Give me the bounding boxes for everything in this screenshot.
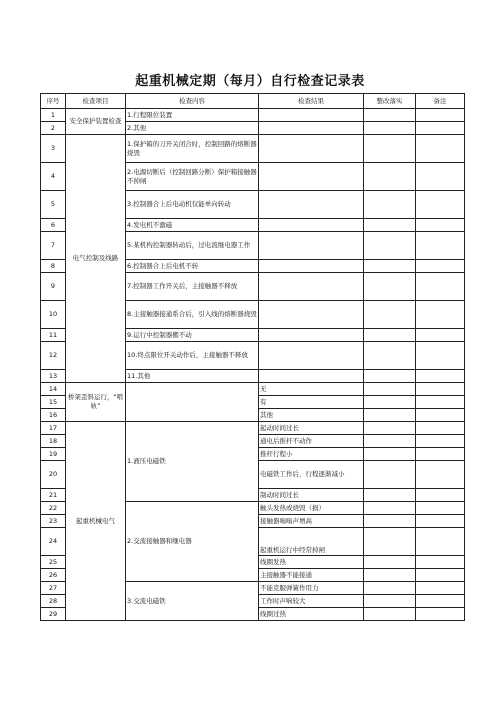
content-cell: 2.其他 (126, 122, 259, 135)
page-title: 起重机械定期（每月）自行检查记录表 (135, 74, 365, 89)
content-cell: 4.发电机不激磁 (126, 219, 259, 232)
rectify-cell[interactable] (364, 191, 416, 219)
content-cell: 8.主接触器接通系合后，引入线的熔断器烧毁 (126, 301, 259, 329)
rectify-cell[interactable] (364, 582, 416, 595)
row-number: 8 (41, 260, 66, 273)
row-number: 9 (41, 273, 66, 301)
row-number: 14 (41, 383, 66, 396)
rectify-cell[interactable] (364, 409, 416, 422)
rectify-cell[interactable] (364, 163, 416, 191)
header-remark: 备注 (416, 94, 465, 109)
remark-cell[interactable] (416, 409, 465, 422)
row-number: 5 (41, 191, 66, 219)
result-cell[interactable] (259, 370, 364, 383)
row-number: 18 (41, 435, 66, 448)
remark-cell[interactable] (416, 122, 465, 135)
rectify-cell[interactable] (364, 219, 416, 232)
row-number: 1 (41, 109, 66, 122)
remark-cell[interactable] (416, 191, 465, 219)
result-cell[interactable]: 其他 (259, 409, 364, 422)
rectify-cell[interactable] (364, 396, 416, 409)
content-cell: 2.交流接触器和继电器 (126, 502, 259, 582)
row-number: 2 (41, 122, 66, 135)
row-number: 23 (41, 515, 66, 528)
table-row (41, 422, 465, 435)
rectify-cell[interactable] (364, 301, 416, 329)
result-cell[interactable] (259, 122, 364, 135)
row-number: 28 (41, 595, 66, 608)
rectify-cell[interactable] (364, 595, 416, 608)
rectify-cell[interactable] (364, 135, 416, 163)
row-number: 3 (41, 135, 66, 163)
row-number: 26 (41, 569, 66, 582)
rectify-cell[interactable] (364, 122, 416, 135)
remark-cell[interactable] (416, 515, 465, 528)
remark-cell[interactable] (416, 232, 465, 260)
remark-cell[interactable] (416, 608, 465, 621)
rectify-cell[interactable] (364, 232, 416, 260)
remark-cell[interactable] (416, 163, 465, 191)
rectify-cell[interactable] (364, 342, 416, 370)
result-cell[interactable] (259, 329, 364, 342)
remark-cell[interactable] (416, 435, 465, 448)
content-cell: 5.某机构控制器转动后，过电流继电器工作 (126, 232, 259, 260)
result-cell[interactable] (259, 163, 364, 191)
result-cell[interactable]: 起动时间过长 (259, 422, 364, 435)
remark-cell[interactable] (416, 461, 465, 489)
row-number: 20 (41, 461, 66, 489)
content-cell: 11.其他 (126, 370, 259, 383)
remark-cell[interactable] (416, 135, 465, 163)
remark-cell[interactable] (416, 260, 465, 273)
result-cell[interactable]: 无 (259, 383, 364, 396)
category-cell: 起重机械电气 (66, 422, 126, 621)
category-cell: 电气控制及线路 (66, 135, 126, 383)
rectify-cell[interactable] (364, 422, 416, 435)
rectify-cell[interactable] (364, 370, 416, 383)
remark-cell[interactable] (416, 448, 465, 461)
content-cell: 1.保护箱的刀开关闭合时，控制回路的熔断器烧毁 (126, 135, 259, 163)
content-cell: 2.电源切断后（控制回路分断）保护箱接触器不掉闸 (126, 163, 259, 191)
row-number: 27 (41, 582, 66, 595)
row-number: 24 (41, 528, 66, 556)
rectify-cell[interactable] (364, 448, 416, 461)
result-cell[interactable] (259, 135, 364, 163)
remark-cell[interactable] (416, 329, 465, 342)
result-cell[interactable] (259, 191, 364, 219)
result-cell[interactable] (259, 273, 364, 301)
row-number: 25 (41, 556, 66, 569)
header-row (41, 94, 465, 109)
remark-cell[interactable] (416, 595, 465, 608)
remark-cell[interactable] (416, 569, 465, 582)
result-cell[interactable] (259, 260, 364, 273)
content-cell (126, 383, 259, 422)
row-number: 21 (41, 489, 66, 502)
result-cell[interactable]: 不能克服弹簧作用力 (259, 582, 364, 595)
remark-cell[interactable] (416, 342, 465, 370)
table-row (41, 135, 465, 163)
result-cell[interactable] (259, 301, 364, 329)
row-number: 4 (41, 163, 66, 191)
remark-cell[interactable] (416, 502, 465, 515)
rectify-cell[interactable] (364, 329, 416, 342)
remark-cell[interactable] (416, 383, 465, 396)
result-cell[interactable]: 制动时间过长 (259, 489, 364, 502)
content-cell: 10.终点限位开关动作后，主接触器不释放 (126, 342, 259, 370)
row-number: 11 (41, 329, 66, 342)
row-number: 16 (41, 409, 66, 422)
row-number: 15 (41, 396, 66, 409)
header-rectify: 整改落实 (364, 94, 416, 109)
header-item: 检查项目 (66, 94, 126, 109)
result-cell[interactable]: 线圈过热 (259, 608, 364, 621)
rectify-cell[interactable] (364, 556, 416, 569)
content-cell: 3.控制器合上后电动机仅能单向转动 (126, 191, 259, 219)
row-number: 12 (41, 342, 66, 370)
rectify-cell[interactable] (364, 569, 416, 582)
rectify-cell[interactable] (364, 502, 416, 515)
row-number: 22 (41, 502, 66, 515)
header-content: 检查内容 (126, 94, 259, 109)
inspection-table (40, 93, 465, 621)
rectify-cell[interactable] (364, 489, 416, 502)
rectify-cell[interactable] (364, 109, 416, 122)
row-number: 7 (41, 232, 66, 260)
result-cell[interactable] (259, 109, 364, 122)
content-cell: 3.交流电磁铁 (126, 582, 259, 621)
rectify-cell[interactable] (364, 515, 416, 528)
remark-cell[interactable] (416, 422, 465, 435)
result-cell[interactable]: 有 (259, 396, 364, 409)
row-number: 6 (41, 219, 66, 232)
result-cell[interactable]: 主接触器不能接通 (259, 569, 364, 582)
rectify-cell[interactable] (364, 608, 416, 621)
result-cell[interactable] (259, 219, 364, 232)
rectify-cell[interactable] (364, 435, 416, 448)
remark-cell[interactable] (416, 489, 465, 502)
rectify-cell[interactable] (364, 528, 416, 556)
category-cell: 安全保护装置检查 (66, 109, 126, 135)
content-cell: 1.行程限位装置 (126, 109, 259, 122)
table-row (41, 383, 465, 396)
header-no: 序号 (41, 94, 66, 109)
result-cell[interactable]: 线圈发热 (259, 556, 364, 569)
remark-cell[interactable] (416, 273, 465, 301)
row-number: 13 (41, 370, 66, 383)
remark-cell[interactable] (416, 582, 465, 595)
result-cell[interactable]: 电磁铁工作后，行程逐渐减小 (259, 461, 364, 489)
result-cell[interactable]: 工作时声响较大 (259, 595, 364, 608)
rectify-cell[interactable] (364, 273, 416, 301)
header-result: 检查结果 (259, 94, 364, 109)
result-cell[interactable] (259, 232, 364, 260)
remark-cell[interactable] (416, 396, 465, 409)
result-cell[interactable]: 推杆行程小 (259, 448, 364, 461)
remark-cell[interactable] (416, 528, 465, 556)
remark-cell[interactable] (416, 556, 465, 569)
content-cell: 9.运行中控制器搬不动 (126, 329, 259, 342)
row-number: 19 (41, 448, 66, 461)
category-cell: 桥架歪斜运行，“啃轨” (66, 383, 126, 422)
result-cell[interactable]: 触头发热或烧毁（损） (259, 502, 364, 515)
content-cell: 1.液压电磁铁 (126, 422, 259, 502)
remark-cell[interactable] (416, 370, 465, 383)
rectify-cell[interactable] (364, 260, 416, 273)
table-row (41, 109, 465, 122)
content-cell: 7.控制器工作开关后，主接触器不释放 (126, 273, 259, 301)
content-cell: 6.控制器合上后电机不转 (126, 260, 259, 273)
result-cell[interactable] (259, 342, 364, 370)
rectify-cell[interactable] (364, 461, 416, 489)
rectify-cell[interactable] (364, 383, 416, 396)
row-number: 17 (41, 422, 66, 435)
result-cell[interactable]: 起重机运行中经常掉闸 (259, 528, 364, 556)
row-number: 29 (41, 608, 66, 621)
result-cell[interactable]: 接触器嗡嗡声增高 (259, 515, 364, 528)
remark-cell[interactable] (416, 109, 465, 122)
remark-cell[interactable] (416, 219, 465, 232)
result-cell[interactable]: 通电后推杆不动作 (259, 435, 364, 448)
row-number: 10 (41, 301, 66, 329)
remark-cell[interactable] (416, 301, 465, 329)
